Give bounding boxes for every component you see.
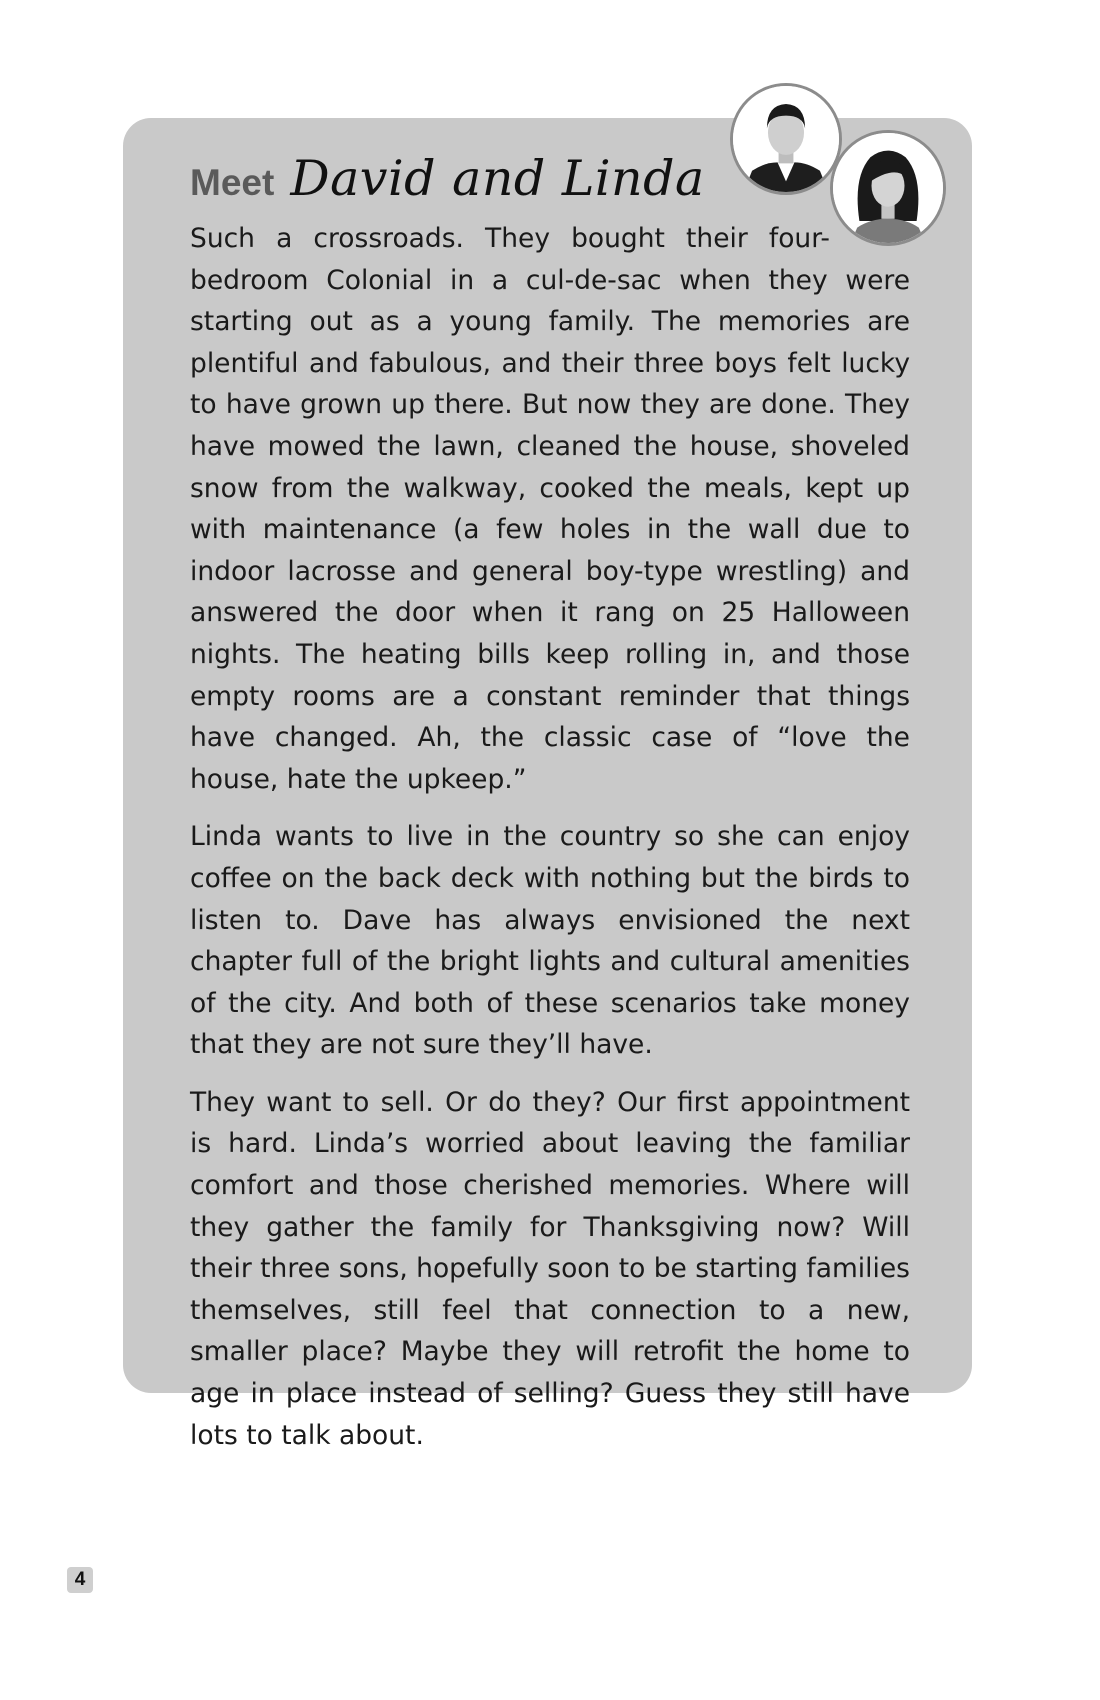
paragraph-2: Linda wants to live in the country so she can enjoy coffee on the back deck with nothing but the birds to listen to. Dave has always envisioned the next chapter full of the bright lights and cultural amenities of the city. And both of these scenarios take money that they are not sure they’ll have. [190, 821, 910, 1061]
page-number: 4 [67, 1567, 93, 1593]
male-avatar-graphic [733, 86, 839, 192]
male-avatar-icon [730, 83, 842, 195]
paragraph-1-first-line: Such a crossroads. They bought their four- [190, 223, 830, 254]
paragraph-3: They want to sell. Or do they? Our first appointment is hard. Linda’s worried about leaving the familiar comfort and those cherished memories. Where will they gather the family for Thanksgiving now? Will their three sons, hopefully soon to be starting families themselves, still feel that connection to a new, smaller place? Maybe they will retrofit the home to age in place instead of selling? Guess they still have lots to talk about. [190, 1086, 910, 1451]
heading-names: David and Linda [290, 150, 705, 207]
paragraph-1 [190, 218, 910, 800]
story-heading [190, 150, 705, 220]
paragraph-1-rest: bedroom Colonial in a cul-de-sac when they were starting out as a young family. The memories are plentiful and fabulous, and their three boys felt lucky to have grown up there. But now they are done. They have mowed the lawn, cleaned the house, shoveled snow from the walkway, cooked the meals, kept up with maintenance (a few holes in the wall due to indoor lacrosse and general boy-type wrestling) and answered the door when it rang on 25 Halloween nights. The heating bills keep rolling in, and those empty rooms are a constant reminder that things have changed. Ah, the classic case of “love the house, hate the upkeep.” [190, 264, 910, 795]
heading-meet: Meet [190, 162, 275, 203]
story-body [190, 218, 910, 1472]
